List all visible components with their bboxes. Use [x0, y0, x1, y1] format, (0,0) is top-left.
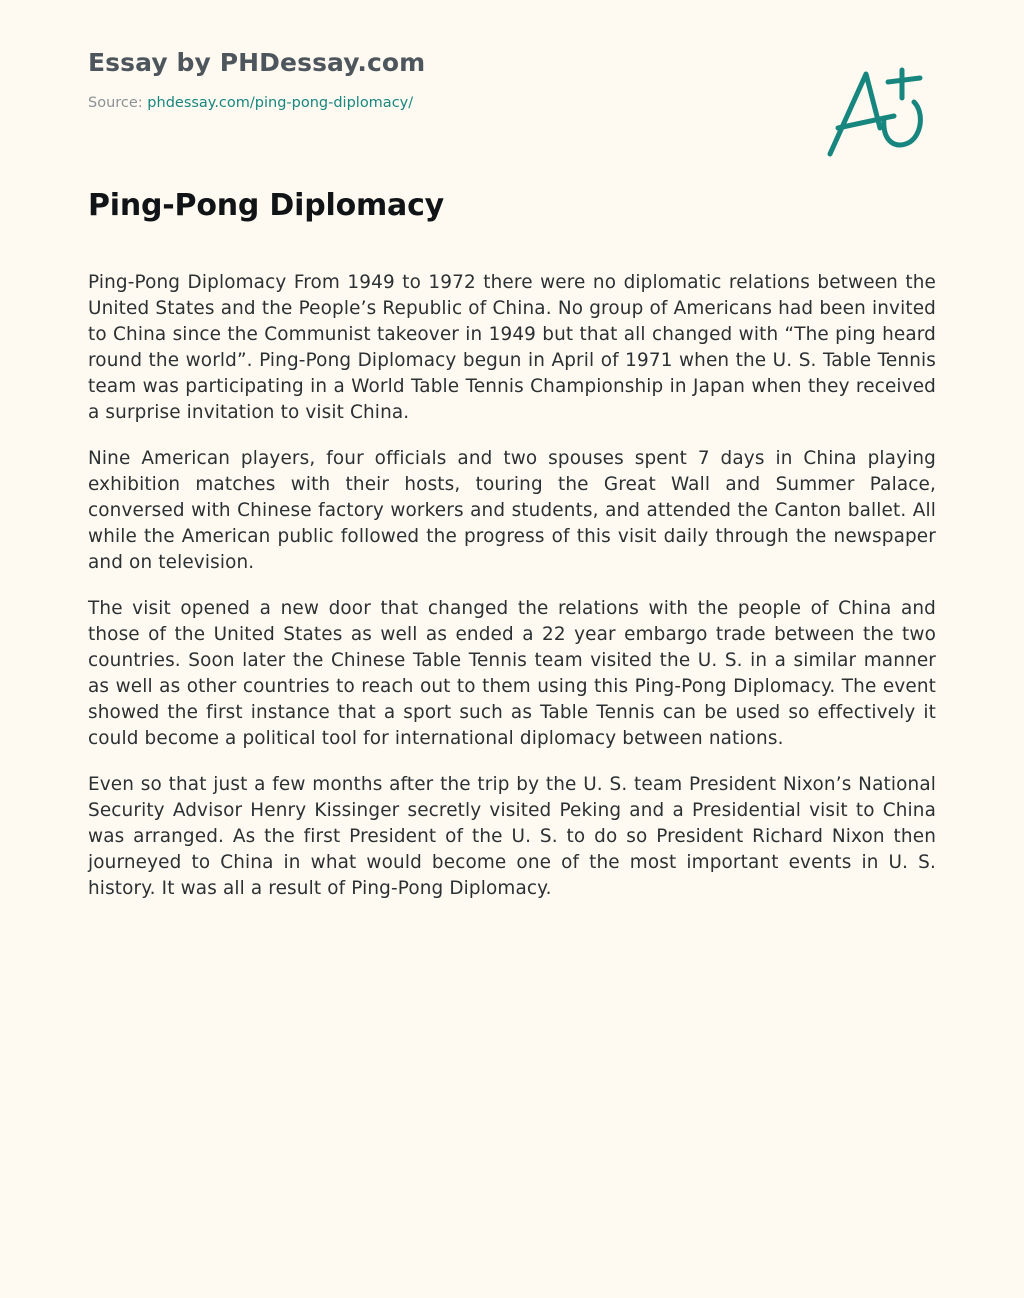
site-brand: Essay by PHDessay.com: [88, 48, 426, 77]
essay-paragraph: Even so that just a few months after the trip by the U. S. team President Nixon’s National Security Advisor Henry Kissinger secretly visited Peking and a Presidential visit to China was arranged. As the first President of the U. S. to do so President Richard Nixon then journeyed to China in what would become one of the most important events in U. S. history. It was all a result of Ping-Pong Diplomacy.: [88, 774, 936, 899]
source-link[interactable]: phdessay.com/ping-pong-diplomacy/: [147, 95, 414, 111]
source-label: Source:: [88, 95, 143, 111]
a-plus-grade-icon: [822, 64, 932, 164]
essay-paragraph: Nine American players, four officials and two spouses spent 7 days in China playing exhibition matches with their hosts, touring the Great Wall and Summer Palace, conversed with Chinese factory workers and students, and attended the Canton ballet. All while the American public followed the progress of this visit daily through the newspaper and on television.: [88, 448, 936, 573]
essay-paragraph: Ping-Pong Diplomacy From 1949 to 1972 there were no diplomatic relations between the United States and the People’s Republic of China. No group of Americans had been invited to China since the Communist takeover in 1949 but that all changed with “The ping heard round the world”. Ping-Pong Diplomacy begun in April of 1971 when the U. S. Table Tennis team was participating in a World Table Tennis Championship in Japan when they received a surprise invitation to visit China.: [88, 272, 936, 423]
source-line: [88, 95, 936, 111]
page-header: [88, 48, 936, 111]
essay-paragraph: The visit opened a new door that changed the relations with the people of China and those of the United States as well as ended a 22 year embargo trade between the two countries. Soon later the Chinese Table Tennis team visited the U. S. in a similar manner as well as other countries to reach out to them using this Ping-Pong Diplomacy. The event showed the first instance that a sport such as Table Tennis can be used so effectively it could become a political tool for international diplomacy between nations.: [88, 598, 936, 749]
essay-body: [88, 270, 936, 922]
essay-title: Ping-Pong Diplomacy: [88, 188, 445, 223]
